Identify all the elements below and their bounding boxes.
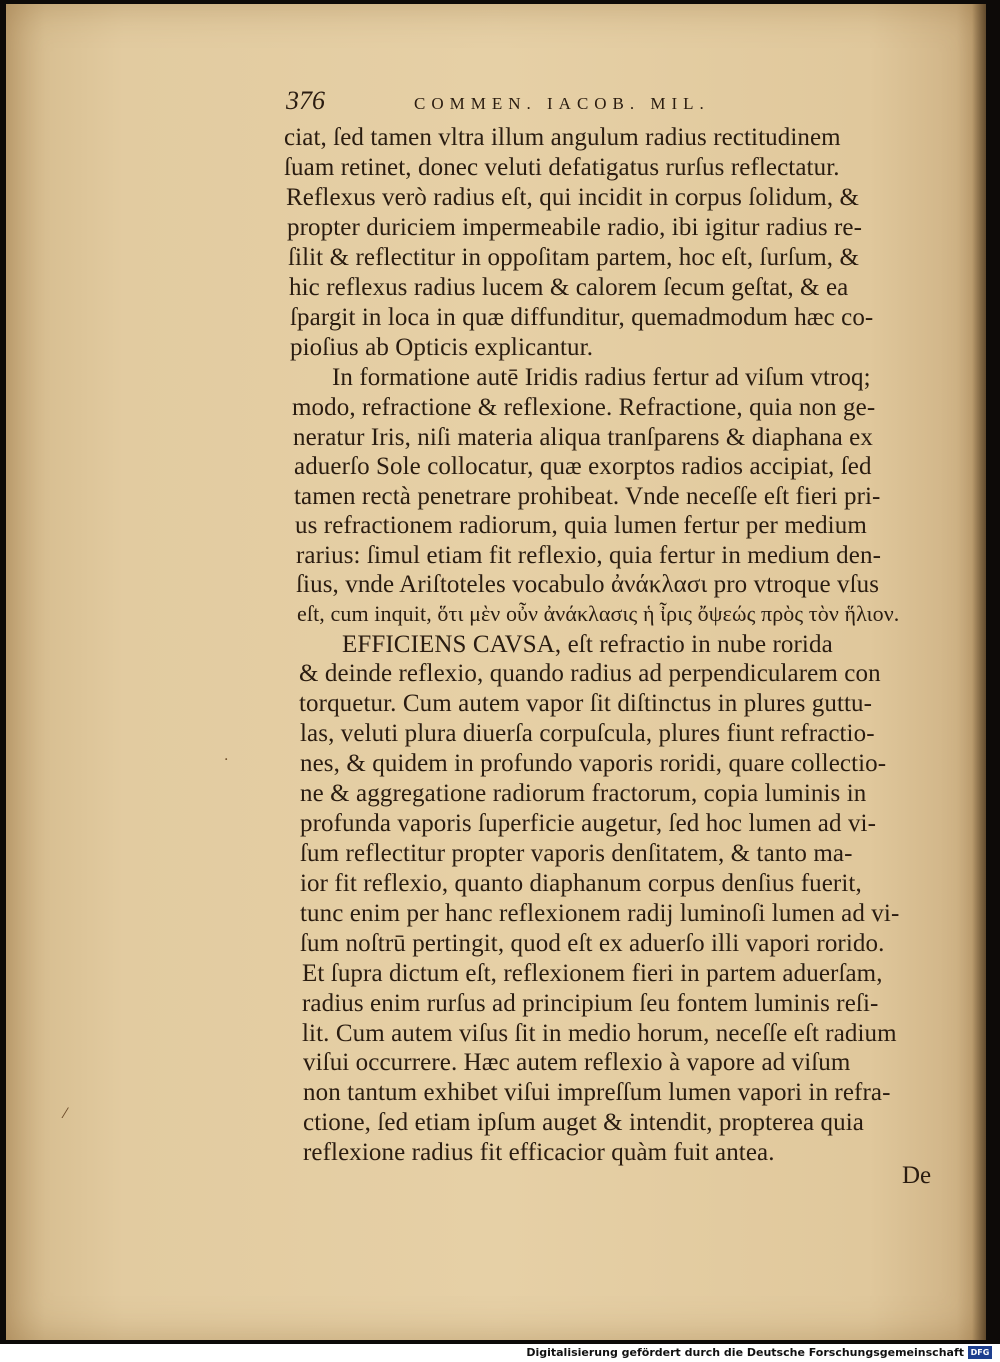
text-line: neratur Iris, niſi materia aliqua tranſparens & diaphana ex bbox=[293, 424, 873, 451]
text-line: & deinde reflexio, quando radius ad perpendicularem con bbox=[299, 660, 881, 687]
text-line: modo, refractione & reflexione. Refractione, quia non ge- bbox=[292, 394, 876, 421]
dfg-logo-icon: DFG bbox=[968, 1346, 992, 1359]
text-line: torquetur. Cum autem vapor ſit diſtinctus in plures guttu- bbox=[299, 690, 873, 717]
text-line: ciat, ſed tamen vltra illum angulum radius rectitudinem bbox=[284, 124, 841, 151]
text-line: radius enim rurſus ad principium ſeu fontem luminis reſi- bbox=[302, 990, 879, 1017]
text-line: ſius, vnde Ariſtoteles vocabulo ἀνάκλασι pro vtroque vſus bbox=[296, 571, 880, 598]
text-line: Reflexus verò radius eſt, qui incidit in corpus ſolidum, & bbox=[286, 184, 860, 211]
text-line: tamen rectà penetrare prohibeat. Vnde neceſſe eſt fieri pri- bbox=[294, 483, 881, 510]
text-line: reflexione radius fit efficacior quàm fuit antea. bbox=[303, 1139, 775, 1166]
text-line: Et ſupra dictum eſt, reflexionem fieri in partem aduerſam, bbox=[302, 960, 883, 987]
text-line: ſuam retinet, donec veluti defatigatus rurſus reflectatur. bbox=[284, 154, 840, 181]
text-line: ſpargit in loca in quæ diffunditur, quemadmodum hæc co- bbox=[290, 304, 874, 331]
margin-mark: ⁄ bbox=[64, 1106, 67, 1122]
text-line: ſilit & reflectitur in oppoſitam partem, hoc eſt, ſurſum, & bbox=[288, 244, 860, 271]
book-page bbox=[6, 4, 986, 1340]
margin-mark: · bbox=[224, 752, 229, 768]
text-line: pioſius ab Opticis explicantur. bbox=[290, 334, 594, 361]
running-head-title: COMMEN. IACOB. MIL. bbox=[414, 94, 710, 113]
text-line: hic reflexus radius lucem & calorem ſecum geſtat, & ea bbox=[289, 274, 849, 301]
text-line: ſum noſtrū pertingit, quod eſt ex aduerſo illi vapori rorido. bbox=[300, 930, 885, 957]
text-line: In formatione autē Iridis radius fertur ad viſum vtroq; bbox=[332, 364, 871, 391]
text-line: propter duriciem impermeabile radio, ibi igitur radius re- bbox=[287, 214, 863, 241]
text-line: ctione, ſed etiam ipſum auget & intendit, propterea quia bbox=[303, 1109, 864, 1136]
text-line: viſui occurrere. Hæc autem reflexio à vapore ad viſum bbox=[303, 1049, 851, 1076]
text-line: las, veluti plura diuerſa corpuſcula, plures fiunt refractio- bbox=[300, 720, 875, 747]
text-line: EFFICIENS CAVSA, eſt refractio in nube rorida bbox=[342, 631, 833, 658]
page-number: 376 bbox=[286, 86, 325, 115]
text-line-greek: eſt, cum inquit, ὅτι μὲν οὖν ἀνάκλασις ἡ ἶρις ὄψεώς πρὸς τὸν ἥλιον. bbox=[297, 601, 900, 626]
text-line: rarius: ſimul etiam fit reflexio, quia fertur in medium den- bbox=[296, 542, 881, 569]
text-line: non tantum exhibet viſui impreſſum lumen vapori in refra- bbox=[303, 1079, 891, 1106]
text-line: nes, & quidem in profundo vaporis roridi, quare collectio- bbox=[300, 750, 887, 777]
text-line: profunda vaporis ſuperficie augetur, ſed hoc lumen ad vi- bbox=[300, 810, 877, 837]
text-line: ſum reflectitur propter vaporis denſitatem, & tanto ma- bbox=[300, 840, 853, 867]
text-line: ne & aggregatione radiorum fractorum, copia luminis in bbox=[300, 780, 867, 807]
text-line: ior fit reflexio, quanto diaphanum corpus denſius fuerit, bbox=[300, 870, 862, 897]
text-line: us refractionem radiorum, quia lumen fertur per medium bbox=[295, 512, 867, 539]
text-line: tunc enim per hanc reflexionem radij luminoſi lumen ad vi- bbox=[300, 900, 900, 927]
text-line: lit. Cum autem viſus ſit in medio horum, neceſſe eſt radium bbox=[302, 1020, 897, 1047]
text-line: aduerſo Sole collocatur, quæ exorptos radios accipiat, ſed bbox=[294, 453, 872, 480]
footer-bar bbox=[0, 1344, 1000, 1362]
footer-credit: Digitalisierung gefördert durch die Deutsche Forschungsgemeinschaft bbox=[526, 1346, 964, 1359]
catchword: De bbox=[902, 1162, 932, 1189]
